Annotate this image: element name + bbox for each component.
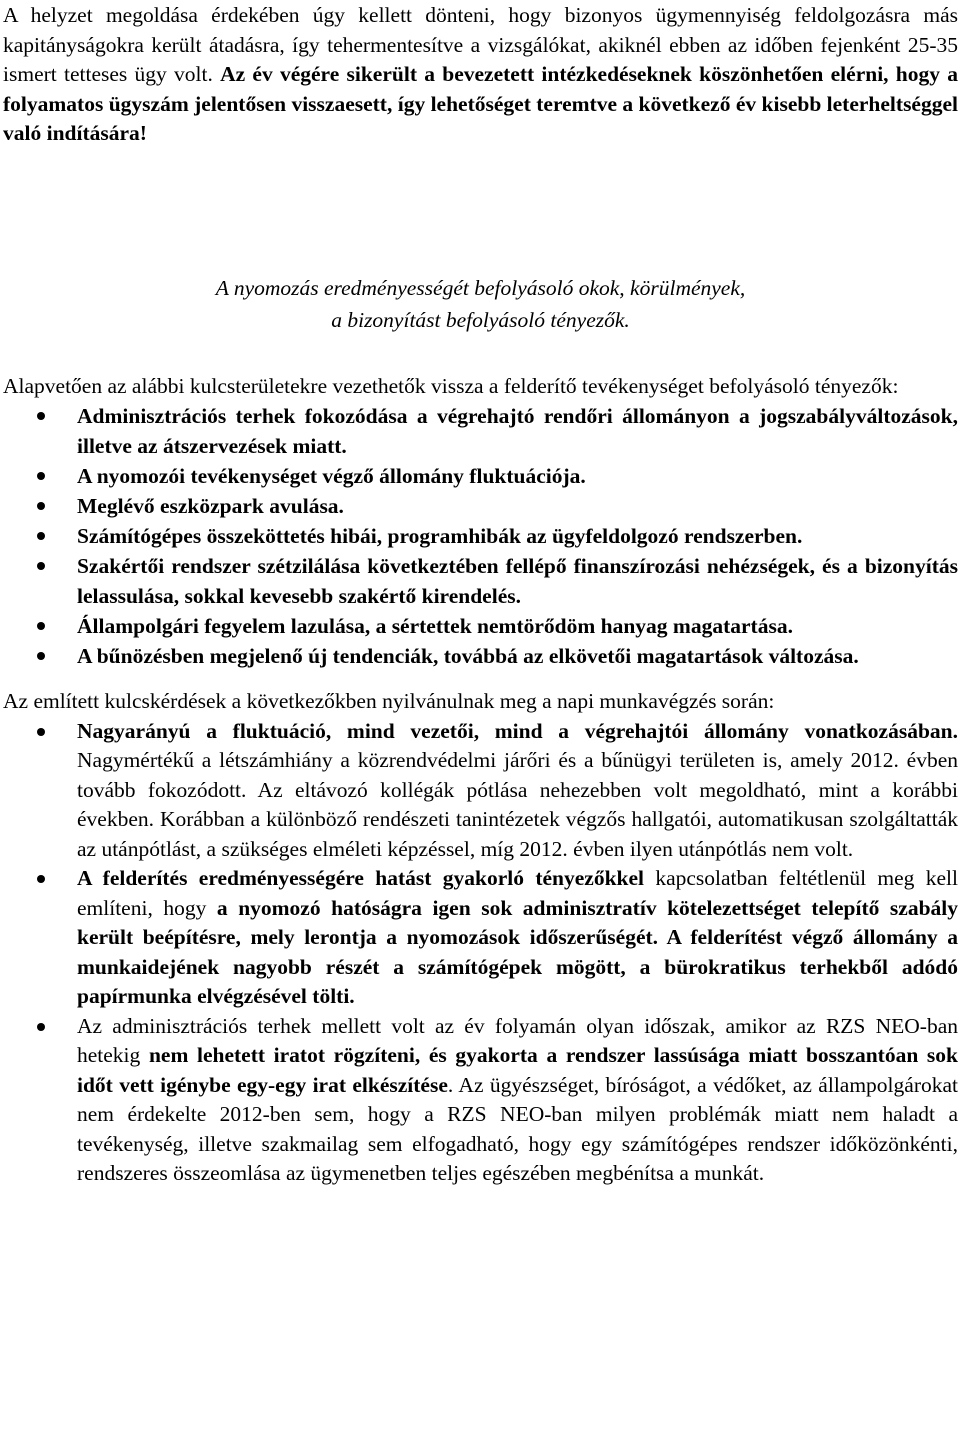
list-item [3, 521, 958, 551]
bullet-icon [37, 652, 45, 660]
manifestations-list [3, 717, 958, 1189]
bullet-icon [37, 728, 45, 736]
list-item-text: Nagymértékű a létszámhiány a közrendvédelmi járőri és a bűnügyi területen is, amely 2012. évben tovább fokozódott. Az eltávozó kollégák pótlása nehezebben volt megoldható, mint a korábbi években. Korábban a különböző rendészeti tanintézetek végzős hallgatói, automatikusan szolgáltatták az utánpótlást, a szükséges elméleti képzéssel, míg 2012. évben ilyen utánpótlás nem volt. [77, 748, 958, 861]
list-item [3, 491, 958, 521]
list-item-text: Szakértői rendszer szétzilálása következtében fellépő finanszírozási nehézségek, és a bizonyítás lelassulása, sokkal kevesebb szakértő kirendelés. [77, 554, 958, 608]
list-item-bold-text: Nagyarányú a fluktuáció, mind vezetői, mind a végrehajtói állomány vonatkozásában. [77, 718, 958, 743]
list-item-text: kapcsolatban feltétlenül meg kell említeni, hogy [77, 866, 958, 920]
list-item [3, 864, 958, 1012]
mid-paragraph: Az említett kulcskérdések a következőkben nyilvánulnak meg a napi munkavégzés során: [3, 689, 775, 713]
bullet-icon [37, 622, 45, 630]
bullet-icon [37, 875, 45, 883]
list-item-text: Számítógépes összeköttetés hibái, programhibák az ügyfeldolgozó rendszerben. [77, 524, 803, 548]
list-item [3, 1012, 958, 1189]
list-item-bold-text: nem lehetett iratot rögzíteni, és gyakorta a rendszer lassúsága miatt bosszantóan sok időt vett igénybe egy-egy irat elkészítése [77, 1043, 958, 1097]
intro-bold-text: Az év végére sikerült a bevezetett intézkedéseknek köszönhetően elérni, hogy a folyamatos ügyszám jelentősen visszaesett, így lehetőséget teremtve a következő év kisebb leterheltséggel való indítására! [3, 62, 958, 145]
bullet-icon [37, 502, 45, 510]
key-factors-list [3, 401, 958, 671]
list-item [3, 717, 958, 865]
section-heading [3, 149, 958, 336]
lead-paragraph: Alapvetően az alábbi kulcsterületekre vezethetők vissza a felderítő tevékenységet befolyásoló tényezők: [3, 373, 899, 398]
list-item [3, 401, 958, 461]
list-item-text: A nyomozói tevékenységet végző állomány fluktuációja. [77, 464, 586, 488]
list-item-text: Állampolgári fegyelem lazulása, a sértettek nemtörődöm hanyag magatartása. [77, 614, 793, 638]
bullet-icon [37, 472, 45, 480]
intro-paragraph [3, 0, 958, 149]
list-item [3, 611, 958, 641]
bullet-icon [37, 412, 45, 420]
list-item-text: . Az ügyészséget, bíróságot, a védőket, az állampolgárokat nem érdekelte 2012-ben sem, hogy a RZS NEO-ban milyen problémák miatt nem haladt a tevékenység, illetve szakmailag sem elfogadható, hogy egy számítógépes rendszer időközönkénti, rendszeres összeomlása az ügymenetben teljes egészében megbénítsa a munkát. [77, 1072, 958, 1185]
bullet-icon [37, 562, 45, 570]
list-item-text: Meglévő eszközpark avulása. [77, 494, 344, 518]
intro-normal-text: A helyzet megoldása érdekében úgy kellett dönteni, hogy bizonyos ügymennyiség feldolgozásra más kapitányságokra került átadásra, így tehermentesítve a vizsgálókat, akiknél ebben az időben fejenként 25-35 ismert tetteses ügy volt. [3, 3, 958, 86]
list-item-text: A bűnözésben megjelenő új tendenciák, továbbá az elkövetői magatartások változása. [77, 644, 859, 668]
list-item-bold-text: a nyomozó hatóságra igen sok adminisztratív kötelezettséget telepítő szabály került beépítésre, mely lerontja a nyomozások időszerűségét. A felderítést végző állomány a munkaidejének nagyobb részét a számítógépek mögött, a bürokratikus terhekből adódó papírmunka elvégzésével tölti. [77, 895, 959, 1008]
bullet-icon [37, 1023, 45, 1031]
bullet-icon [37, 532, 45, 540]
section-heading-line-1: A nyomozás eredményességét befolyásoló okok, körülmények, [215, 275, 746, 300]
list-item [3, 641, 958, 671]
section-heading-line-2: a bizonyítást befolyásoló tényezők. [331, 307, 630, 332]
list-item-text: Az adminisztrációs terhek mellett volt az év folyamán olyan időszak, amikor az RZS NEO-ban hetekig [77, 1013, 958, 1067]
list-item [3, 551, 958, 611]
list-item-text: Adminisztrációs terhek fokozódása a végrehajtó rendőri állományon a jogszabályváltozások, illetve az átszervezések miatt. [77, 404, 958, 458]
list-item [3, 461, 958, 491]
list-item-bold-text: A felderítés eredményességére hatást gyakorló tényezőkkel [77, 866, 644, 890]
